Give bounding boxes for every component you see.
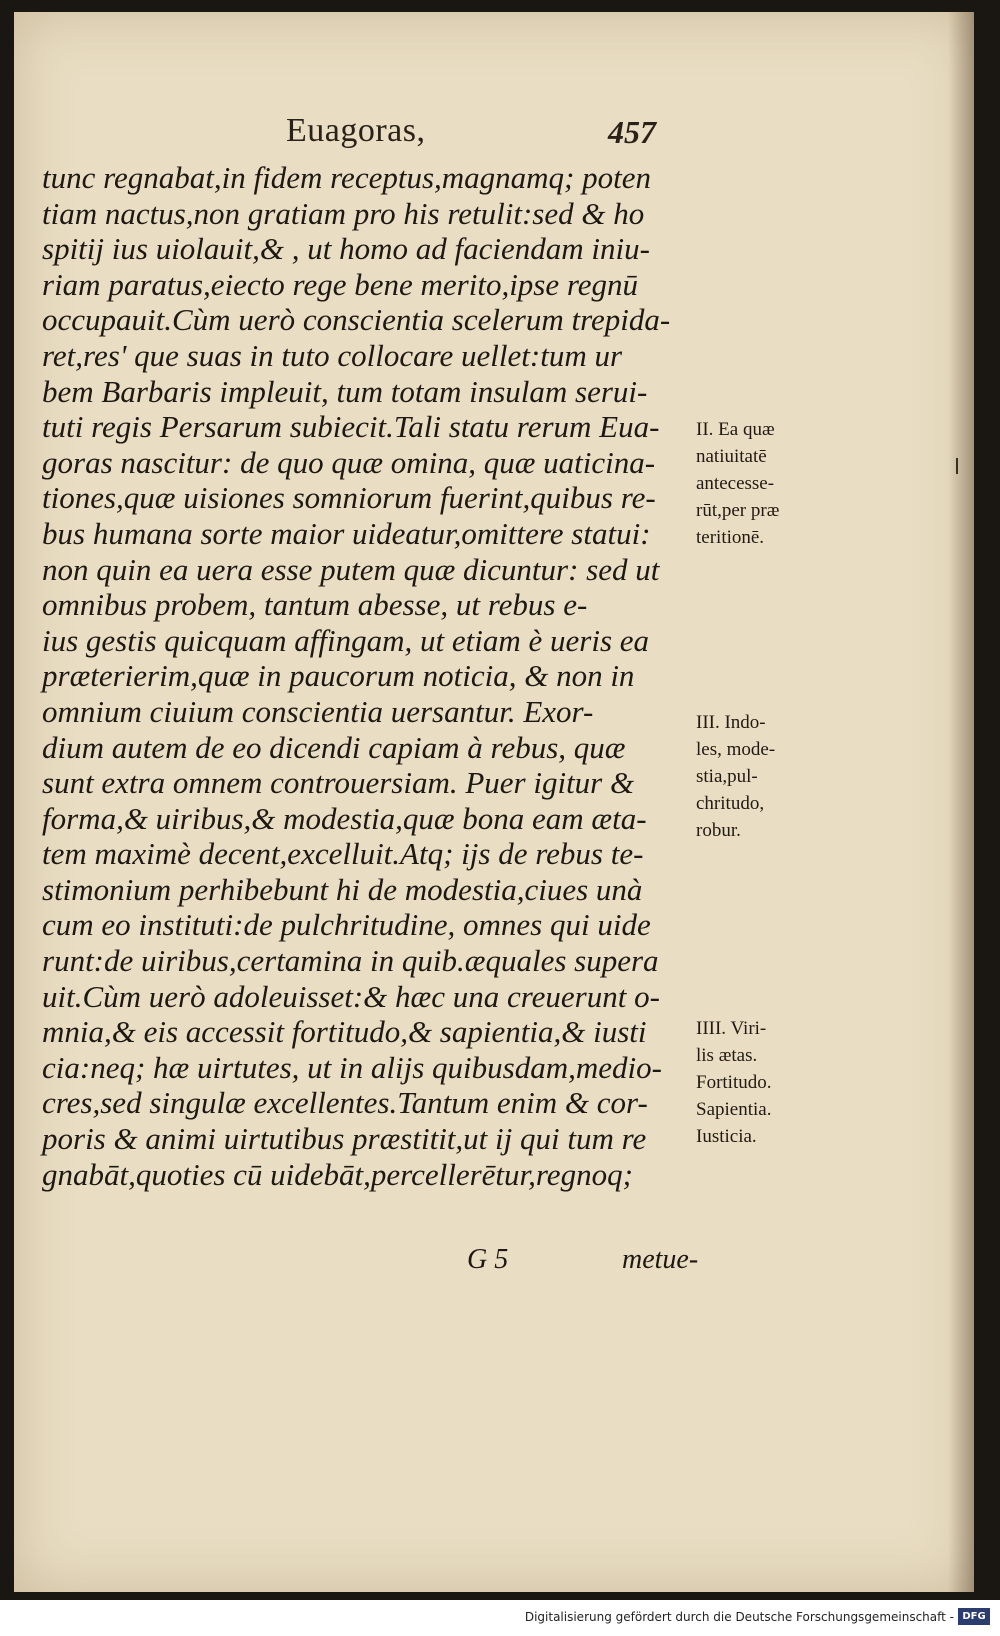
margin-note-line: natiuitatē <box>696 446 767 467</box>
catchword: metue- <box>622 1244 699 1275</box>
margin-note-line: antecesse- <box>696 473 775 494</box>
margin-note-line: chritudo, <box>696 793 765 814</box>
margin-note-line: II. Ea quæ <box>696 419 775 440</box>
text-line: riam paratus,eiecto rege bene merito,ipse regnū <box>42 266 639 302</box>
text-line: tunc regnabat,in fidem receptus,magnamq; poten <box>42 160 651 195</box>
text-line: spitij ius uiolauit,& , ut homo ad faciendam iniu- <box>42 231 650 267</box>
text-line: forma,& uiribus,& modestia,quæ bona eam æta- <box>42 800 647 836</box>
digitization-footer <box>0 1600 1000 1636</box>
margin-note-3 <box>696 1015 836 1150</box>
text-line: occupauit.Cùm uerò conscientia scelerum trepida- <box>42 302 671 338</box>
funding-credit: Digitalisierung gefördert durch die Deutsche Forschungsgemeinschaft - <box>524 1610 954 1624</box>
margin-note-line: IIII. Viri- <box>696 1018 767 1039</box>
text-line: bus humana sorte maior uideatur,omittere statui: <box>42 515 651 551</box>
text-line: cres,sed singulæ excellentes.Tantum enim & cor- <box>42 1085 648 1121</box>
text-line: ret,res' que suas in tuto collocare uellet:tum ur <box>42 337 623 373</box>
text-line: goras nascitur: de quo quæ omina, quæ uaticina- <box>42 444 656 480</box>
text-line: cia:neq; hæ uirtutes, ut in alijs quibusdam,medio- <box>42 1049 662 1085</box>
text-line: dium autem de eo dicendi capiam à rebus, quæ <box>42 729 626 765</box>
book-page <box>14 12 974 1592</box>
text-line: tiones,quæ uisiones somniorum fuerint,quibus re- <box>42 480 656 516</box>
margin-note-line: les, mode- <box>696 739 776 760</box>
margin-note-line: stia,pul- <box>696 766 758 787</box>
text-line: stimonium perhibebunt hi de modestia,ciues unà <box>42 871 643 907</box>
margin-note-line: III. Indo- <box>696 712 766 733</box>
dfg-logo-icon: DFG <box>958 1608 990 1625</box>
margin-note-line: Fortitudo. <box>696 1072 772 1093</box>
text-line: præterierim,quæ in paucorum noticia, & non in <box>42 658 635 694</box>
text-line: gnabāt,quoties cū uidebāt,percellerētur,regnoq; <box>42 1156 633 1192</box>
text-line: cum eo instituti:de pulchritudine, omnes qui uide <box>42 907 651 943</box>
text-line: tiam nactus,non gratiam pro his retulit:sed & ho <box>42 195 645 231</box>
text-line: poris & animi uirtutibus præstitit,ut ij qui tum re <box>42 1121 647 1157</box>
margin-note-line: teritionē. <box>696 527 765 548</box>
text-line: runt:de uiribus,certamina in quib.æquales supera <box>42 943 659 979</box>
margin-note-line: rūt,per præ <box>696 500 780 521</box>
running-head: Euagoras, <box>286 112 426 149</box>
text-line: mnia,& eis accessit fortitudo,& sapientia,& iusti <box>42 1014 647 1050</box>
body-text <box>42 160 682 1192</box>
text-line: ius gestis quicquam affingam, ut etiam è ueris ea <box>42 622 650 658</box>
text-line: sunt extra omnem controuersiam. Puer igitur & <box>42 765 635 801</box>
margin-note-1 <box>696 416 836 551</box>
margin-note-line: Iusticia. <box>696 1126 757 1147</box>
margin-note-line: Sapientia. <box>696 1099 772 1120</box>
text-line: tuti regis Persarum subiecit.Tali statu rerum Eua- <box>42 409 660 445</box>
page-foot-line <box>42 1244 699 1280</box>
page-edge-shadow <box>948 12 974 1592</box>
signature-mark: G 5 <box>467 1244 509 1275</box>
margin-note-line: robur. <box>696 820 741 841</box>
text-line: omnibus probem, tantum abesse, ut rebus e- <box>42 587 588 623</box>
page-number: 457 <box>608 114 656 150</box>
stray-ink-mark <box>956 458 958 474</box>
text-line: uit.Cùm uerò adoleuisset:& hæc una creuerunt o- <box>42 978 660 1014</box>
margin-note-2 <box>696 709 836 844</box>
text-line: non quin ea uera esse putem quæ dicuntur: sed ut <box>42 551 660 587</box>
text-line: bem Barbaris impleuit, tum totam insulam serui- <box>42 373 648 409</box>
text-line: omnium ciuium conscientia uersantur. Exor- <box>42 693 594 729</box>
margin-note-line: lis ætas. <box>696 1045 758 1066</box>
text-line: tem maximè decent,excelluit.Atq; ijs de rebus te- <box>42 836 644 872</box>
